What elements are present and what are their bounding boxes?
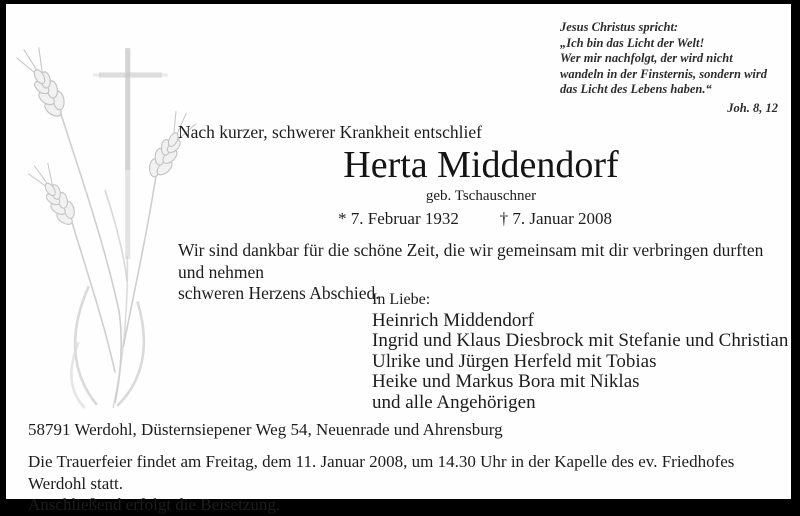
address-line: 58791 Werdohl, Düsternsiepener Weg 54, Neuenrade und Ahrensburg	[28, 420, 503, 439]
mourner-line: Heinrich Middendorf	[372, 309, 534, 331]
scripture-line: das Licht des Lebens haben.“	[560, 82, 712, 96]
birth-date: * 7. Februar 1932	[338, 209, 459, 228]
scripture-reference: Joh. 8, 12	[727, 100, 778, 115]
obituary-card	[6, 4, 791, 514]
scripture-line: Jesus Christus spricht:	[560, 20, 679, 34]
scripture-quote	[560, 20, 780, 116]
scripture-line: wandeln in der Finsternis, sondern wird	[560, 66, 768, 81]
mourner-line: Ulrike und Jürgen Herfeld mit Tobias	[372, 350, 657, 372]
closing-phrase: In Liebe:	[372, 291, 431, 308]
mourner-line: und alle Angehörigen	[372, 391, 536, 413]
maiden-name: geb. Tschauschner	[425, 188, 537, 204]
deceased-name: Herta Middendorf	[343, 144, 619, 186]
wheat-ears-icon	[14, 42, 198, 408]
life-dates	[316, 209, 646, 229]
mourner-line: Ingrid und Klaus Diesbrock mit Stefanie und Christian	[372, 330, 789, 352]
scripture-line: Wer mir nachfolgt, der wird nicht	[560, 51, 733, 65]
funeral-line: Die Trauerfeier findet am Freitag, dem 11. Januar 2008, um 14.30 Uhr in der Kapelle des ev. Friedhofes Werdohl statt.	[28, 452, 735, 493]
mourners-block	[372, 290, 788, 414]
cross-wheat-artwork	[14, 38, 204, 413]
deceased-block	[316, 144, 646, 229]
scripture-line: „Ich bin das Licht der Welt!	[560, 35, 705, 50]
intro-line: Nach kurzer, schwerer Krankheit entschlief	[178, 122, 482, 142]
tribute-line: schweren Herzens Abschied.	[178, 283, 380, 303]
tribute-line: Wir sind dankbar für die schöne Zeit, die wir gemeinsam mit dir verbringen durften und nehmen	[178, 240, 764, 282]
funeral-details	[28, 451, 791, 516]
mourner-line: Heike und Markus Bora mit Niklas	[372, 371, 640, 393]
death-date: † 7. Januar 2008	[499, 209, 612, 228]
funeral-line: Anschließend erfolgt die Beisetzung.	[28, 495, 281, 514]
